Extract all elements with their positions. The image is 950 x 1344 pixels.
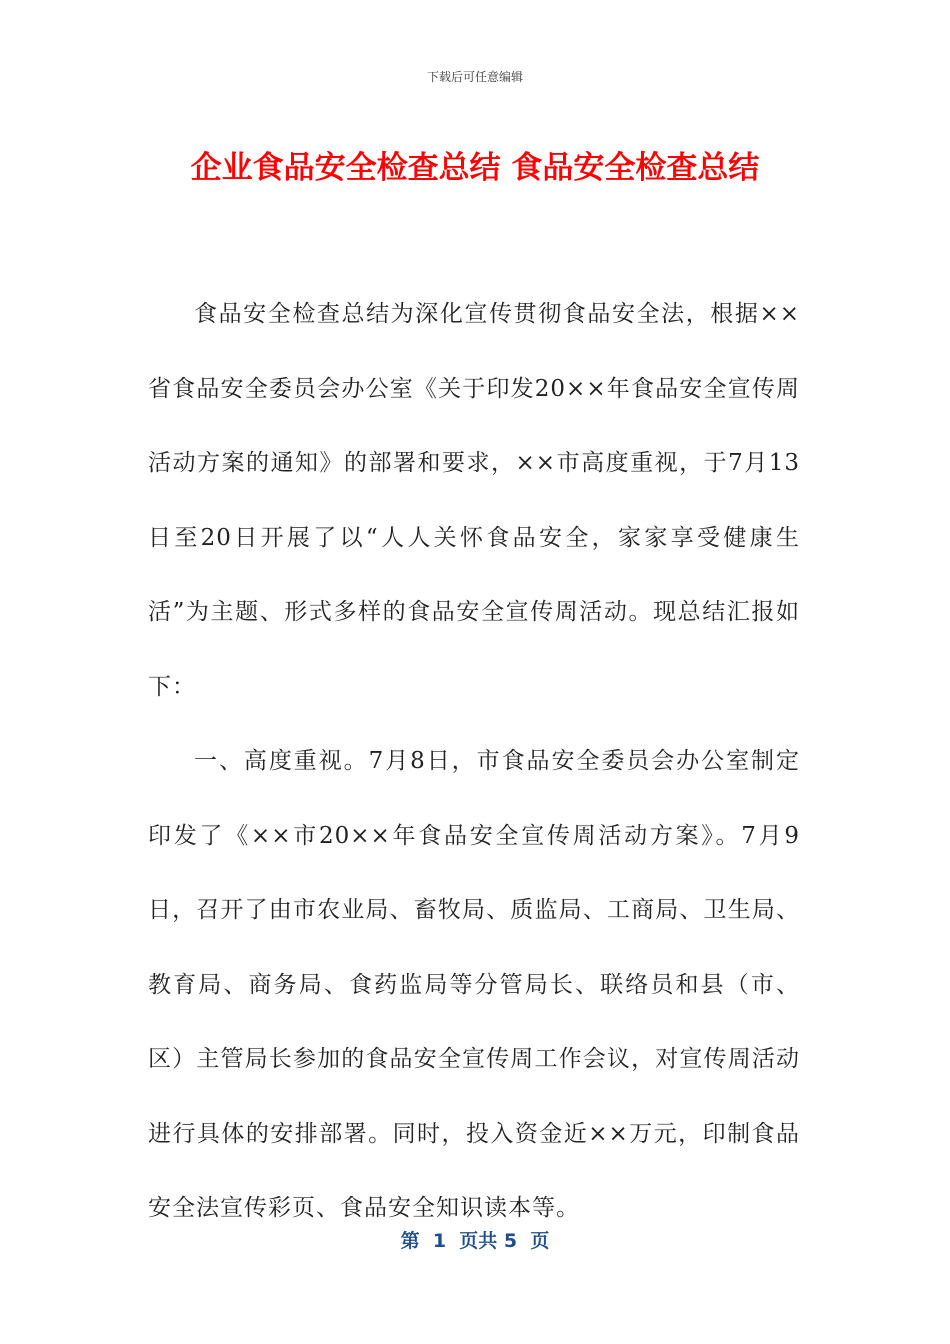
document-title: 企业食品安全检查总结 食品安全检查总结 xyxy=(190,150,760,186)
page-number-footer: 第 1 页共 5 页 xyxy=(400,1230,550,1252)
document-body xyxy=(148,277,800,1246)
paragraph-section-1: 一、高度重视。7月8日，市食品安全委员会办公室制定印发了《××市20××年食品安全宣传周活动方案》。7月9日，召开了由市农业局、畜牧局、质监局、工商局、卫生局、教育局、商务局、食药监局等分管局长、联络员和县（市、区）主管局长参加的食品安全宣传周工作会议，对宣传周活动进行具体的安排部署。同时，投入资金近××万元，印制食品安全法宣传彩页、食品安全知识读本等。 xyxy=(148,748,800,1221)
paragraph-intro: 食品安全检查总结为深化宣传贯彻食品安全法，根据××省食品安全委员会办公室《关于印发20××年食品安全宣传周活动方案的通知》的部署和要求，××市高度重视，于7月13日至20日开展了以“人人关怀食品安全，家家享受健康生活”为主题、形式多样的食品安全宣传周活动。现总结汇报如下： xyxy=(148,301,800,700)
header-note: 下载后可任意编辑 xyxy=(426,70,523,84)
